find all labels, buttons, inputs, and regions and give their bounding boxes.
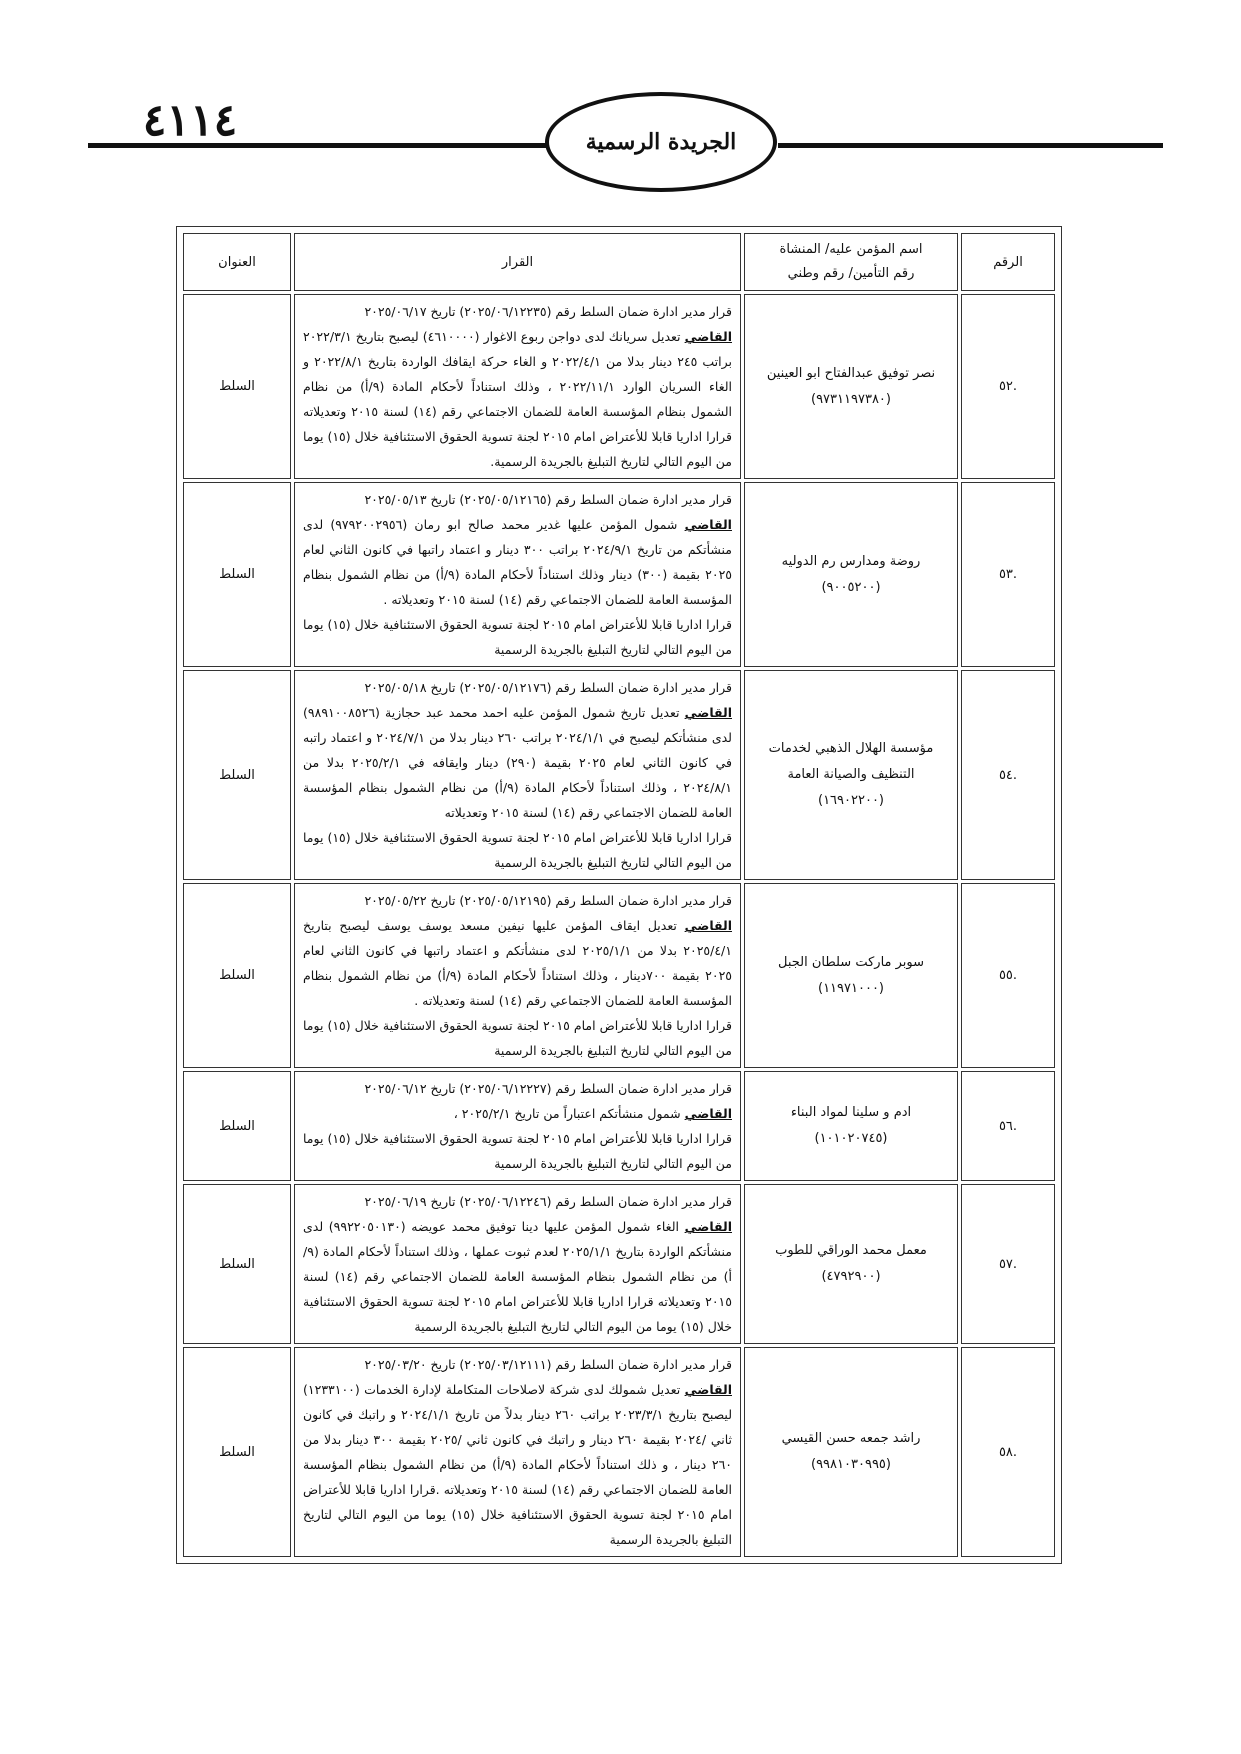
row-name-cell: [744, 1184, 958, 1344]
gazette-title-oval: [545, 92, 777, 192]
table-row: [183, 294, 1055, 479]
row-name: مؤسسة الهلال الذهبي لخدمات التنظيف والصيانة العامة: [768, 741, 934, 782]
row-address: السلط: [183, 1071, 291, 1181]
header-name: [744, 233, 958, 291]
page-header: [0, 0, 1241, 200]
decision-rest: شمول منشأتكم اعتباراً من تاريخ ٢٠٢٥/٢/١ ، قرارا اداريا قابلا للأعتراض امام ٢٠١٥ لجنة تسوية الحقوق الاستئنافية خلال (١٥) يوما من اليوم التالي لتاريخ التبليغ بالجريدة الرسمية: [303, 1106, 732, 1171]
row-name-cell: [744, 883, 958, 1068]
page-number: ٤١١٤: [142, 95, 238, 146]
header-rule-right: [778, 143, 1163, 148]
row-decision: [294, 1184, 741, 1344]
row-number: .٥٧: [961, 1184, 1055, 1344]
row-name: معمل محمد الوراقي للطوب: [775, 1243, 927, 1258]
row-address: السلط: [183, 482, 291, 667]
decision-rest: شمول المؤمن عليها غدير محمد صالح ابو رمان (٩٧٩٢٠٠٢٩٥٦) لدى منشأتكم من تاريخ ٢٠٢٤/٩/١ براتب ٣٠٠ دينار و اعتماد راتبها في كانون الثاني لعام ٢٠٢٥ بقيمة (٣٠٠) دينار وذلك استناداً لأحكام المادة (٩/أ) من نظام الشمول بنظام المؤسسة العامة للضمان الاجتماعي رقم (١٤) لسنة ٢٠١٥ وتعديلاته . قرارا اداريا قابلا للأعتراض امام ٢٠١٥ لجنة تسوية الحقوق الاستئنافية خلال (١٥) يوما من اليوم التالي لتاريخ التبليغ بالجريدة الرسمية: [303, 517, 733, 657]
decision-rest: تعديل تاريخ شمول المؤمن عليه احمد محمد عبد حجازية (٩٨٩١٠٠٨٥٢٦) لدى منشأتكم ليصبح في ٢٠٢٤/١/١ براتب ٢٦٠ دينار بدلا من ٢٠٢٤/٧/١ و اعتماد راتبه في كانون الثاني لعام ٢٠٢٥ بقيمة (٢٩٠) دينار وايقافه في ٢٠٢٥/٢/١ بدلا من ٢٠٢٤/٨/١ ، وذلك استناداً لأحكام المادة (٩/أ) من نظام الشمول بنظام المؤسسة العامة للضمان الاجتماعي رقم (١٤) لسنة ٢٠١٥ وتعديلاته قرارا اداريا قابلا للأعتراض امام ٢٠١٥ لجنة تسوية الحقوق الاستئنافية خلال (١٥) يوما من اليوم التالي لتاريخ التبليغ بالجريدة الرسمية: [303, 705, 733, 870]
row-name-cell: [744, 294, 958, 479]
table-row: [183, 482, 1055, 667]
table-row: [183, 670, 1055, 880]
row-address: السلط: [183, 294, 291, 479]
gazette-title: الجريدة الرسمية: [585, 129, 737, 155]
row-number: .٥٤: [961, 670, 1055, 880]
decision-rest: الغاء شمول المؤمن عليها دينا توفيق محمد عويضه (٩٩٢٢٠٥٠١٣٠) لدى منشأتكم الواردة بتاريخ ٢٠٢٥/١/١ لعدم ثبوت عملها ، وذلك استناداً لأحكام المادة (٩/أ) من نظام الشمول بنظام المؤسسة العامة للضمان الاجتماعي رقم (١٤) لسنة ٢٠١٥ وتعديلاته قرارا اداريا قابلا للأعتراض امام ٢٠١٥ لجنة تسوية الحقوق الاستئنافية خلال (١٥) يوما من اليوم التالي لتاريخ التبليغ بالجريدة الرسمية: [303, 1219, 732, 1334]
row-name-cell: [744, 482, 958, 667]
decision-rest: تعديل ايقاف المؤمن عليها نيفين مسعد يوسف يوسف ليصبح بتاريخ ٢٠٢٥/٤/١ بدلا من ٢٠٢٥/١/١ لدى منشأتكم و اعتماد راتبها في كانون الثاني لعام ٢٠٢٥ بقيمة ٧٠٠دينار ، وذلك استناداً لأحكام المادة (٩/أ) من نظام الشمول بنظام المؤسسة العامة للضمان الاجتماعي رقم (١٤) لسنة وتعديلاته . قرارا اداريا قابلا للأعتراض امام ٢٠١٥ لجنة تسوية الحقوق الاستئنافية خلال (١٥) يوما من اليوم التالي لتاريخ التبليغ بالجريدة الرسمية: [303, 918, 732, 1058]
decision-underlined: القاضي: [684, 705, 732, 720]
table-header-row: [183, 233, 1055, 291]
decision-start: قرار مدير ادارة ضمان السلط رقم (٢٠٢٥/٠٥/١٢١٦٥) تاريخ ٢٠٢٥/٠٥/١٣: [364, 492, 732, 507]
decision-start: قرار مدير ادارة ضمان السلط رقم (٢٠٢٥/٠٥/١٢١٩٥) تاريخ ٢٠٢٥/٠٥/٢٢: [364, 893, 732, 908]
decision-start: قرار مدير ادارة ضمان السلط رقم (٢٠٢٥/٠٦/١٢٢٣٥) تاريخ ٢٠٢٥/٠٦/١٧: [364, 304, 732, 319]
row-id: (١٦٩٠٢٢٠٠): [817, 793, 884, 808]
table-row: [183, 883, 1055, 1068]
decision-underlined: القاضي: [684, 1106, 732, 1121]
decision-underlined: القاضي: [684, 918, 732, 933]
decision-underlined: القاضي: [684, 329, 732, 344]
header-name-line1: اسم المؤمن عليه/ المنشاة: [779, 242, 923, 257]
row-id: (٩٩٨١٠٣٠٩٩٥): [811, 1457, 891, 1472]
row-decision: [294, 883, 741, 1068]
row-number: .٥٢: [961, 294, 1055, 479]
row-address: السلط: [183, 1184, 291, 1344]
row-number: .٥٦: [961, 1071, 1055, 1181]
decision-underlined: القاضي: [684, 517, 732, 532]
row-id: (٤٧٩٢٩٠٠): [821, 1269, 881, 1284]
header-name-line2: رقم التأمين/ رقم وطني: [787, 266, 915, 281]
row-address: السلط: [183, 883, 291, 1068]
row-id: (٩٧٣١١٩٧٣٨٠): [811, 391, 891, 407]
decision-underlined: القاضي: [684, 1219, 732, 1234]
decision-start: قرار مدير ادارة ضمان السلط رقم (٢٠٢٥/٠٦/١٢٢٢٧) تاريخ ٢٠٢٥/٠٦/١٢: [364, 1081, 732, 1096]
table-row: [183, 1184, 1055, 1344]
table-row: [183, 1071, 1055, 1181]
decision-start: قرار مدير ادارة ضمان السلط رقم (٢٠٢٥/٠٣/١٢١١١) تاريخ ٢٠٢٥/٠٣/٢٠: [364, 1357, 732, 1372]
row-name: ادم و سلينا لمواد البناء: [790, 1105, 912, 1120]
row-decision: [294, 1347, 741, 1557]
row-id: (١٠١٠٢٠٧٤٥): [814, 1131, 888, 1146]
row-name: راشد جمعه حسن القيسي: [781, 1431, 921, 1446]
row-decision: [294, 482, 741, 667]
decision-rest: تعديل شمولك لدى شركة لاصلاحات المتكاملة لإدارة الخدمات (١٢٣٣١٠٠) ليصبح بتاريخ ٢٠٢٣/٣/١ براتب ٢٦٠ دينار بدلاً من تاريخ ٢٠٢٤/١/١ و راتبك في كانون ثاني /٢٠٢٤ بقيمة ٢٦٠ دينار و راتبك في كانون ثاني /٢٠٢٥ بقيمة ٣٠٠ دينار بدلا من ٢٦٠ دينار ، و ذلك استناداً لأحكام المادة (٩/أ) من نظام الشمول بنظام المؤسسة العامة للضمان الاجتماعي رقم (١٤) لسنة ٢٠١٥ وتعديلاته .قرارا اداريا قابلا للأعتراض امام ٢٠١٥ لجنة تسوية الحقوق الاستئنافية خلال (١٥) يوما من اليوم التالي لتاريخ التبليغ بالجريدة الرسمية: [303, 1382, 733, 1547]
row-name: سوبر ماركت سلطان الجبل: [777, 954, 925, 970]
decision-underlined: القاضي: [684, 1382, 732, 1397]
decision-start: قرار مدير ادارة ضمان السلط رقم (٢٠٢٥/٠٥/١٢١٧٦) تاريخ ٢٠٢٥/٠٥/١٨: [364, 680, 732, 695]
header-address: العنوان: [183, 233, 291, 291]
row-name-cell: [744, 670, 958, 880]
table-row: [183, 1347, 1055, 1557]
row-id: (١١٩٧١٠٠٠): [817, 980, 884, 996]
row-id: (٩٠٠٥٢٠٠): [821, 579, 881, 595]
row-address: السلط: [183, 1347, 291, 1557]
decisions-table-frame: [176, 226, 1062, 1564]
row-decision: [294, 294, 741, 479]
row-decision: [294, 670, 741, 880]
decisions-table: [180, 230, 1058, 1560]
row-name-cell: [744, 1347, 958, 1557]
row-number: .٥٥: [961, 883, 1055, 1068]
row-name-cell: [744, 1071, 958, 1181]
row-number: .٥٣: [961, 482, 1055, 667]
row-address: السلط: [183, 670, 291, 880]
decision-start: قرار مدير ادارة ضمان السلط رقم (٢٠٢٥/٠٦/١٢٢٤٦) تاريخ ٢٠٢٥/٠٦/١٩: [364, 1194, 732, 1209]
header-decision: القرار: [294, 233, 741, 291]
decision-rest: تعديل سريانك لدى دواجن ربوع الاغوار (٤٦١٠٠٠٠) ليصبح بتاريخ ٢٠٢٢/٣/١ براتب ٢٤٥ دينار بدلا من ٢٠٢٢/٤/١ و الغاء حركة ايقافك الواردة بتاريخ ٢٠٢٢/٨/١ و الغاء السريان الوارد ٢٠٢٢/١١/١ ، وذلك استناداً لأحكام المادة (٩/أ) من نظام الشمول بنظام المؤسسة العامة للضمان الاجتماعي رقم (١٤) لسنة ٢٠١٥ وتعديلاته قرارا اداريا قابلا للأعتراض امام ٢٠١٥ لجنة تسوية الحقوق الاستئنافية خلال (١٥) يوما من اليوم التالي لتاريخ التبليغ بالجريدة الرسمية.: [303, 329, 733, 469]
header-number: الرقم: [961, 233, 1055, 291]
row-name: نصر توفيق عبدالفتاح ابو العينين: [766, 365, 936, 381]
row-decision: [294, 1071, 741, 1181]
row-number: .٥٨: [961, 1347, 1055, 1557]
row-name: روضة ومدارس رم الدوليه: [781, 553, 921, 569]
